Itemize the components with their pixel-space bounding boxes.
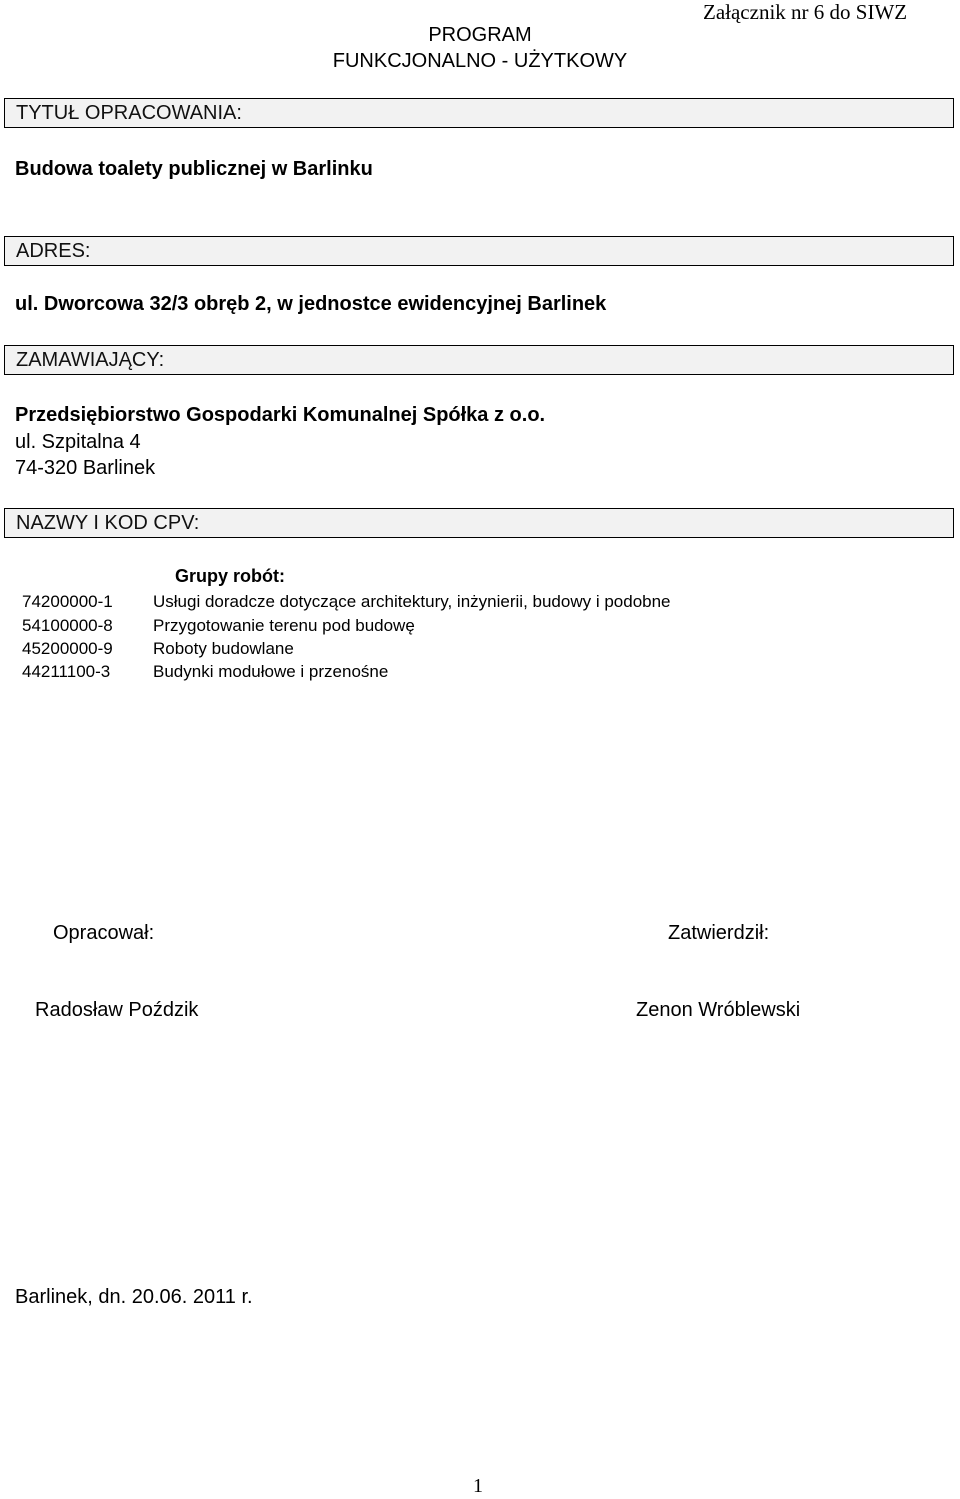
annex-reference: Załącznik nr 6 do SIWZ [703, 0, 908, 24]
cpv-name: Przygotowanie terenu pod budowę [153, 616, 415, 635]
prepared-by-name: Radosław Poździk [35, 999, 199, 1021]
cpv-row [22, 616, 415, 636]
client-street: ul. Szpitalna 4 [15, 431, 141, 453]
address-value: ul. Dworcowa 32/3 obręb 2, w jednostce ewidencyjnej Barlinek [15, 293, 607, 315]
cpv-code: 74200000-1 [22, 592, 113, 611]
document-title-line-2: FUNKCJONALNO - UŻYTKOWY [332, 50, 628, 72]
cpv-row [22, 592, 671, 612]
cpv-heading: Grupy robót: [175, 566, 285, 586]
cpv-code: 44211100-3 [22, 662, 111, 681]
title-value: Budowa toalety publicznej w Barlinku [15, 158, 373, 180]
page-number: 1 [473, 1475, 483, 1497]
cpv-row [22, 662, 388, 682]
cpv-name: Roboty budowlane [153, 639, 294, 658]
cpv-code: 54100000-8 [22, 616, 113, 635]
client-city: 74-320 Barlinek [15, 457, 156, 479]
approved-by-name: Zenon Wróblewski [636, 999, 801, 1021]
cpv-name: Usługi doradcze dotyczące architektury, inżynierii, budowy i podobne [153, 592, 671, 611]
client-section-header: ZAMAWIAJĄCY: [4, 345, 954, 375]
cpv-name: Budynki modułowe i przenośne [153, 662, 389, 681]
client-name: Przedsiębiorstwo Gospodarki Komunalnej Spółka z o.o. [15, 404, 546, 426]
place-date: Barlinek, dn. 20.06. 2011 r. [15, 1286, 253, 1308]
cpv-section-header: NAZWY I KOD CPV: [4, 508, 954, 538]
cpv-row [22, 639, 294, 659]
title-section-header: TYTUŁ OPRACOWANIA: [4, 98, 954, 128]
prepared-by-label: Opracował: [53, 922, 155, 944]
cpv-code: 45200000-9 [22, 639, 113, 658]
approved-by-label: Zatwierdził: [668, 922, 770, 944]
document-title-line-1: PROGRAM [428, 24, 532, 46]
address-section-header: ADRES: [4, 236, 954, 266]
